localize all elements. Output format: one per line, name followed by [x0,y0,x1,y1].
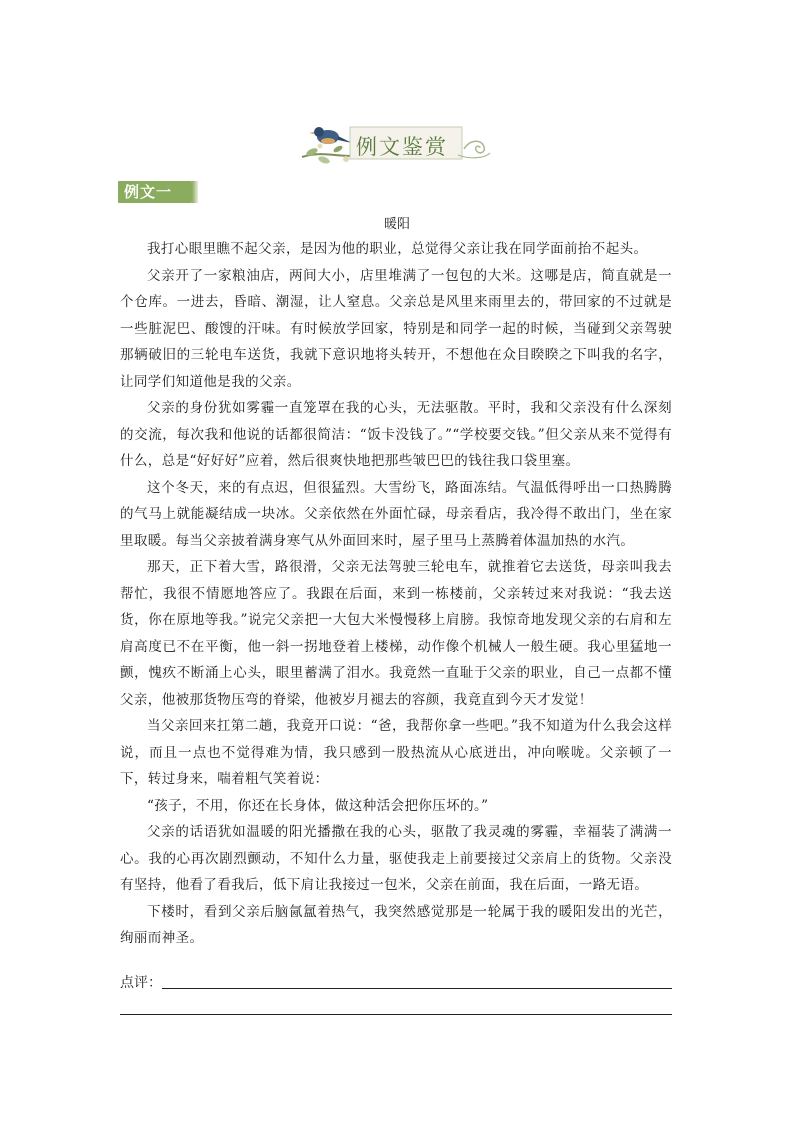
example-tag: 例文一 [118,181,192,203]
paragraph: 这个冬天，来的有点迟，但很猛烈。大雪纷飞，路面冻结。气温低得呼出一口热腾腾的气马上就能凝结成一块冰。父亲依然在外面忙碌，母亲看店，我冷得不敢出门，坐在家里取暖。每当父亲披着满身寒气从外面回来时，屋子里马上蒸腾着体温加热的水汽。 [120,479,672,549]
comment-label: 点评： [120,975,162,991]
comment-answer-line-2[interactable] [120,1014,672,1015]
comment-answer-line[interactable] [162,988,672,989]
section-banner [298,119,494,169]
paragraph: 下楼时，看到父亲后脑氤氲着热气，我突然感觉那是一轮属于我的暖阳发出的光芒，绚丽而神圣。 [120,903,672,946]
article-title: 暖阳 [383,217,410,232]
paragraph: 父亲的身份犹如雾霾一直笼罩在我的心头，无法驱散。平时，我和父亲没有什么深刻的交流，每次我和他说的话都很简洁：“饭卡没钱了。”“学校要交钱。”但父亲从来不觉得有什么，总是“好好好”应着，然后很爽快地把那些皱巴巴的钱往我口袋里塞。 [120,400,672,469]
article-body [120,236,672,952]
paragraph: 我打心眼里瞧不起父亲，是因为他的职业，总觉得父亲让我在同学面前抬不起头。 [147,241,648,257]
paragraph: 当父亲回来扛第二趟，我竟开口说：“爸，我帮你拿一些吧。”我不知道为什么我会这样说，而且一点也不觉得难为情，我只感到一股热流从心底迸出，冲向喉咙。父亲顿了一下，转过身来，喘着粗气笑着说： [120,718,672,787]
comment-section [120,972,672,992]
paragraph: 那天，正下着大雪，路很滑，父亲无法驾驶三轮电车，就推着它去送货，母亲叫我去帮忙，我很不情愿地答应了。我跟在后面，来到一栋楼前，父亲转过来对我说：“我去送货，你在原地等我。”说完父亲把一大包大米慢慢移上肩膀。我惊奇地发现父亲的右肩和左肩高度已不在平衡，他一斜一拐地登着上楼梯，动作像个机械人一般生硬。我心里猛地一颤，愧疚不断涌上心头，眼里蓄满了泪水。我竟然一直耻于父亲的职业，自己一点都不懂父亲，他被那货物压弯的脊梁，他被岁月褪去的容颜，我竟直到今天才发觉！ [120,559,672,708]
banner-title: 例文鉴赏 [356,135,448,159]
paragraph: 父亲开了一家粮油店，两间大小，店里堆满了一包包的大米。这哪是店，简直就是一个仓库。一进去，昏暗、潮湿，让人窒息。父亲总是风里来雨里去的，带回家的不过就是一些脏泥巴、酸馊的汗味。有时候放学回家，特别是和同学一起的时候，当碰到父亲驾驶那辆破旧的三轮电车送货，我就下意识地将头转开，不想他在众目睽睽之下叫我的名字，让同学们知道他是我的父亲。 [120,267,672,390]
paragraph: 父亲的话语犹如温暖的阳光播撒在我的心头，驱散了我灵魂的雾霾，幸福装了满满一心。我的心再次剧烈颤动，不知什么力量，驱使我走上前要接过父亲肩上的货物。父亲没有坚持，他看了看我后，低下肩让我接过一包米，父亲在前面，我在后面，一路无语。 [120,824,672,893]
paragraph: “孩子，不用，你还在长身体，做这种活会把你压坏的。” [147,797,489,814]
